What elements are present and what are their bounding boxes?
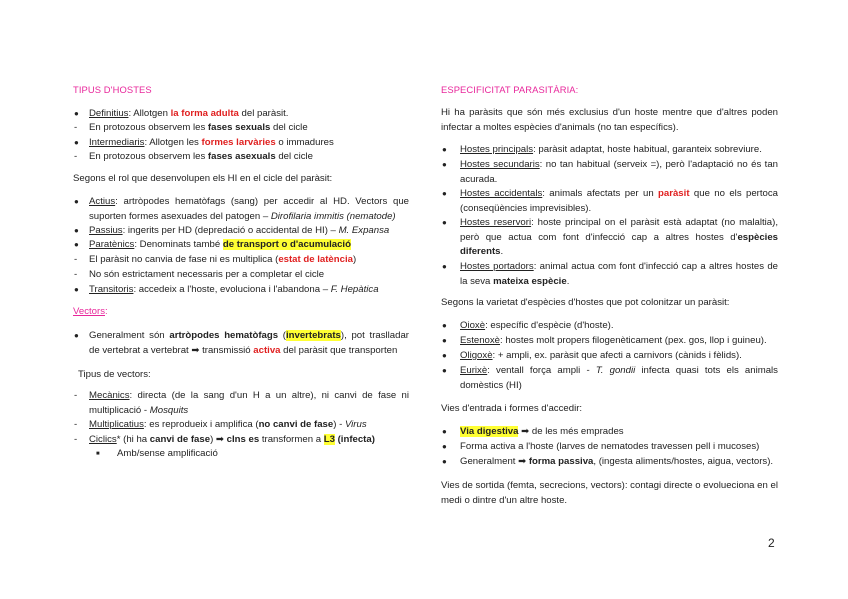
text-run: No són estrictament necessaris per a completar el cicle <box>89 269 325 280</box>
bullet-icon: ● <box>442 189 447 198</box>
dash-bullet-icon: - <box>74 254 78 265</box>
bullet-icon: ● <box>74 285 79 294</box>
bullet-icon: ● <box>74 226 79 235</box>
bullet-icon: ● <box>442 145 447 154</box>
right-intro-variety: Segons la varietat d'espècies d'hostes que pot colonitzar un paràsit: <box>441 297 730 308</box>
bullet-icon: ● <box>442 218 447 227</box>
text-run: : hoste principal on el paràsit està adaptat (no malaltia), però que actua com font d'infecció cap a altres hostes d' <box>460 217 778 243</box>
text-run: paràsit <box>658 188 690 199</box>
bullet-icon: ● <box>442 442 447 451</box>
sub-item-text: Amb/sense amplificació <box>117 448 218 459</box>
left-heading: TIPUS D'HOSTES <box>73 84 152 95</box>
square-bullet-icon: ■ <box>96 451 100 457</box>
text-run: El paràsit no canvia de fase ni es multiplica ( <box>89 254 279 265</box>
list-item-text <box>460 319 778 334</box>
text-run: Definitius <box>89 108 129 119</box>
bullet-icon: ● <box>442 457 447 466</box>
text-run: ) <box>352 254 357 265</box>
text-run: Eurixè <box>460 365 488 376</box>
text-run: Virus <box>344 419 367 430</box>
bullet-icon: ● <box>442 321 447 330</box>
text-run: Transitoris <box>89 284 134 295</box>
text-run: del paràsit. <box>238 108 289 119</box>
text-run: Hostes secundaris <box>460 159 540 170</box>
text-run: del paràsit que transporten <box>280 344 398 356</box>
bullet-icon: ● <box>442 160 447 169</box>
vector-types-label: Tipus de vectors: <box>78 369 151 380</box>
text-run: : Allotgen les <box>144 137 202 148</box>
text-run: Hostes principals <box>460 144 534 155</box>
text-run: Hostes accidentals <box>460 188 543 199</box>
text-run: Generalment són <box>89 330 170 341</box>
bullet-icon: ● <box>74 109 79 118</box>
text-run: : directa (de la sang d'un H a un altre), ni canvi de fase ni multiplicació - <box>89 390 409 416</box>
text-run: fases sexuals <box>207 122 271 133</box>
text-run: : animal actua com font d'infecció cap a altres hostes de la seva <box>460 261 778 287</box>
bullet-icon: ● <box>74 138 79 147</box>
text-run: : Denominats també <box>134 239 223 250</box>
text-run: mateixa espècie <box>493 275 567 287</box>
text-run: activa <box>253 344 281 356</box>
text-run: espècies diferents <box>460 231 778 258</box>
dash-bullet-icon: - <box>74 269 78 280</box>
text-run: (infecta) <box>337 434 375 445</box>
text-run: Dirofilaria immitis (nematode) <box>270 210 396 222</box>
text-run: Passius <box>89 225 123 236</box>
text-run: ) ➡ <box>210 434 227 445</box>
text-run: : ingerits per HD (depredació o accidental de HI) – <box>122 225 339 236</box>
list-item-text <box>460 425 778 440</box>
text-run: En protozous observem les <box>89 122 208 133</box>
text-run: Multiplicatius <box>89 419 144 430</box>
text-run: infecta quasi tots els animals domèstics (HI) <box>460 365 778 391</box>
list-item-text <box>460 364 778 393</box>
text-run: Intermediaris <box>89 137 145 148</box>
text-run: estat de latència <box>278 254 353 265</box>
list-item-text <box>89 268 409 283</box>
text-run: T. gondii <box>595 365 636 376</box>
bullet-icon: ● <box>442 336 447 345</box>
text-run: Paratènics <box>89 239 135 250</box>
list-item-text <box>460 440 778 455</box>
text-run: de transport o d'acumulació <box>222 239 351 250</box>
list-item-text <box>89 253 409 268</box>
right-outro: Vies de sortida (femta, secrecions, vectors): contagi directe o evolueciona en el medi o dintre d'un altre hoste. <box>441 480 778 506</box>
bullet-icon: ● <box>74 331 79 340</box>
vectors-heading-colon: : <box>105 306 108 317</box>
text-run: no canvi de fase <box>258 419 334 430</box>
text-run: transformen a <box>259 434 324 445</box>
dash-bullet-icon: - <box>74 390 78 401</box>
text-run: : artròpodes hematòfags (sang) per accedir al HD. Vectors que suporten formes asexuades del patogen – <box>89 196 409 222</box>
list-item-text <box>89 107 409 122</box>
right-heading: ESPECIFICITAT PARASITÀRIA: <box>441 84 579 95</box>
vectors-heading-line <box>73 305 108 320</box>
text-run: forma passiva <box>528 456 594 467</box>
text-run: cIns es <box>226 434 260 445</box>
text-run: . <box>500 246 504 258</box>
list-item-text <box>89 195 409 224</box>
dash-bullet-icon: - <box>74 434 78 445</box>
text-run: del cicle <box>270 122 308 133</box>
text-run: : específic d'espècie (d'hoste). <box>485 320 614 331</box>
vectors-heading: Vectors <box>73 306 105 317</box>
text-run: Via digestiva <box>460 426 519 437</box>
text-run: Oioxè <box>460 320 486 331</box>
dash-bullet-icon: - <box>74 122 78 133</box>
page-number: 2 <box>768 536 775 550</box>
list-item-text <box>460 260 778 289</box>
right-intro: Hi ha paràsits que són més exclusius d'un hoste mentre que d'altres poden infectar a moltes espècies d'animals (no tan específics). <box>441 107 778 133</box>
text-run: del cicle <box>275 151 313 162</box>
list-item-text <box>460 158 778 187</box>
text-run: : animals afectats per un <box>542 188 659 199</box>
list-item-text <box>460 187 778 216</box>
text-run: Hostes reservori <box>460 217 532 228</box>
text-run: Hostes portadors <box>460 261 534 272</box>
text-run: M. Expansa <box>338 225 390 236</box>
list-item-text <box>89 283 409 298</box>
list-item-text <box>460 334 778 349</box>
text-run: : es reprodueix i amplifica ( <box>143 419 259 430</box>
bullet-icon: ● <box>442 366 447 375</box>
text-run: ➡ de les més emprades <box>518 426 624 437</box>
text-run: o immadures <box>275 137 334 148</box>
text-run: invertebrats <box>285 330 341 341</box>
text-run: : ventall força ampli - <box>487 365 596 376</box>
text-run: canvi de fase <box>149 434 211 445</box>
list-item-text <box>460 349 778 364</box>
list-item-text <box>89 150 409 165</box>
sub-item <box>96 447 218 462</box>
text-run: fases asexuals <box>207 151 276 162</box>
text-run: L3 <box>323 434 335 445</box>
list-item-text <box>89 136 409 151</box>
text-run: la forma adulta <box>170 108 239 119</box>
text-run: Generalment ➡ <box>460 456 529 467</box>
bullet-icon: ● <box>74 240 79 249</box>
text-run: : no tan habitual (serveix =), però l'adaptació no és tan acurada. <box>460 159 778 185</box>
text-run: ( <box>278 330 286 341</box>
text-run: Actius <box>89 196 116 207</box>
text-run: : Allotgen <box>128 108 171 119</box>
dash-bullet-icon: - <box>74 151 78 162</box>
text-run: * (hi ha <box>116 434 150 445</box>
text-run: En protozous observem les <box>89 151 208 162</box>
list-item-text <box>460 216 778 260</box>
bullet-icon: ● <box>442 427 447 436</box>
bullet-icon: ● <box>74 197 79 206</box>
list-item-text <box>89 433 409 448</box>
list-item-text <box>460 143 778 158</box>
text-run: Ciclics <box>89 434 117 445</box>
text-run: artròpodes hematòfags <box>169 330 279 341</box>
text-run: Oligoxè <box>460 350 493 361</box>
text-run: : paràsit adaptat, hoste habitual, garanteix sobreviure. <box>533 144 762 155</box>
list-item-text <box>89 121 409 136</box>
list-item-text <box>89 224 409 239</box>
list-item-text <box>89 418 409 433</box>
text-run: : hostes molt propers filogenèticament (pex. gos, llop i guineu). <box>500 335 767 346</box>
text-run: Estenoxè <box>460 335 501 346</box>
list-item-text <box>89 238 409 253</box>
text-run: : + ampli, ex. paràsit que afecti a carnivors (cànids i fèlids). <box>492 350 742 361</box>
right-intro-entry: Vies d'entrada i formes d'accedir: <box>441 403 583 414</box>
text-run: Mecànics <box>89 390 130 401</box>
list-item-text <box>89 329 409 358</box>
text-run: Mosquits <box>149 404 189 416</box>
list-item-text <box>89 389 409 418</box>
bullet-icon: ● <box>442 262 447 271</box>
text-run: , (ingesta aliments/hostes, aigua, vectors). <box>593 456 774 467</box>
text-run: que no els pertoca (conseqüències imprevisibles). <box>460 188 778 214</box>
text-run: ), pot traslladar de vertebrat a vertebrat ➡ transmissió <box>89 330 409 356</box>
text-run: F. Hepàtica <box>330 284 379 295</box>
text-run: : accedeix a l'hoste, evoluciona i l'abandona – <box>133 284 331 295</box>
bullet-icon: ● <box>442 351 447 360</box>
dash-bullet-icon: - <box>74 419 78 430</box>
left-intro-roles: Segons el rol que desenvolupen els HI en el cicle del paràsit: <box>73 173 333 184</box>
list-item-text <box>460 455 778 470</box>
text-run: formes larvàries <box>201 137 276 148</box>
text-run: Forma activa a l'hoste (larves de nematodes travessen pell i mucoses) <box>460 441 760 452</box>
text-run: ) - <box>333 419 345 430</box>
text-run: . <box>566 275 570 287</box>
